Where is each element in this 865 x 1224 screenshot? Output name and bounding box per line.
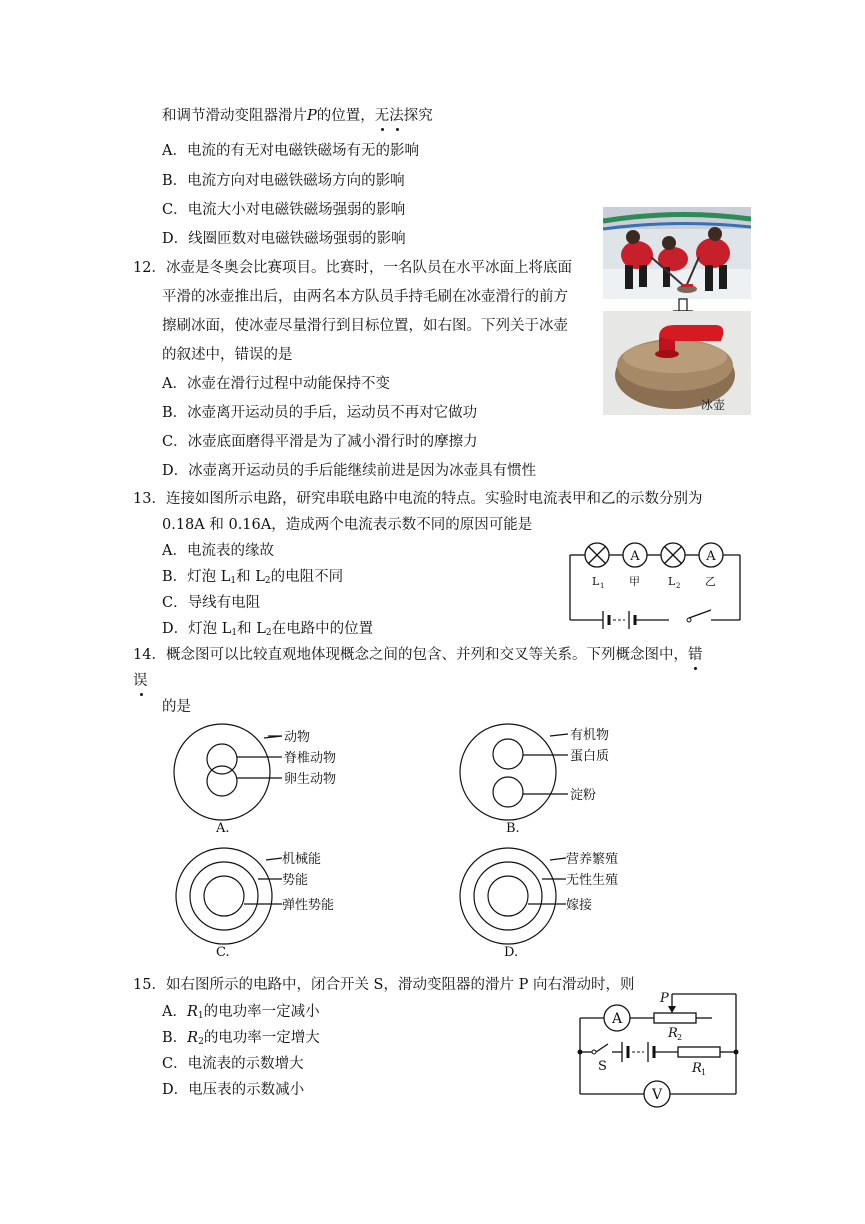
emphasis-char: 误 <box>133 673 148 689</box>
q12-stem-line4: 的叙述中，错误的是 <box>162 347 293 363</box>
voltmeter-icon <box>644 1081 670 1107</box>
q13-stem-line2: 0.18A 和 0.16A，造成两个电流表示数不同的原因可能是 <box>162 517 533 533</box>
concept-diagram-d <box>458 844 648 962</box>
q15-option-a: A．$R_1$的电功率一定减小 <box>162 1004 320 1021</box>
label-p: P <box>660 991 669 1006</box>
q13-option-a: A．电流表的缘故 <box>162 543 274 559</box>
concept-diagram-b <box>458 720 648 838</box>
label-starch: 淀粉 <box>570 788 597 803</box>
q14-stem-line1: 14．概念图可以比较直观地体现概念之间的包含、并列和交叉等关系。下列概念图中，错 <box>133 647 703 663</box>
label-oviparous: 卵生动物 <box>284 772 337 787</box>
label-r1: R <box>692 1061 702 1076</box>
diagram-letter-a: A. <box>216 821 230 836</box>
switch-icon <box>687 618 691 622</box>
resistor-r2-icon <box>654 1013 696 1023</box>
label-organic: 有机物 <box>570 728 610 743</box>
svg-text:A: A <box>630 549 640 564</box>
lamp-l1-icon <box>585 543 609 567</box>
label-grafting: 嫁接 <box>566 898 593 913</box>
ammeter-jia-icon <box>623 543 647 567</box>
label-animal: 动物 <box>284 730 311 745</box>
label-l1: L <box>592 575 600 588</box>
q11-option-a: A．电流的有无对电磁铁磁场有无的影响 <box>162 143 419 159</box>
q15-option-b: B．$R_2$的电功率一定增大 <box>162 1030 320 1047</box>
q12-stem-line2: 平滑的冰壶推出后，由两名本方队员手持毛刷在冰壶滑行的前方 <box>162 289 568 305</box>
ammeter-icon <box>604 1005 630 1031</box>
label-protein: 蛋白质 <box>570 749 610 764</box>
resistor-r1-icon <box>678 1047 720 1057</box>
q12-option-b: B．冰壶离开运动员的手后，运动员不再对它做功 <box>162 405 478 421</box>
svg-text:A: A <box>611 1011 623 1027</box>
q11-continuation: 和调节滑动变阻器滑片P的位置，无法探究 <box>162 108 433 124</box>
q13-option-c: C．导线有电阻 <box>162 595 261 611</box>
q12-stem-line3: 擦刷冰面，使冰壶尽量滑行到目标位置，如右图。下列关于冰壶 <box>162 318 568 334</box>
q15-option-d: D．电压表的示数减小 <box>162 1082 305 1098</box>
label-mechanical-energy: 机械能 <box>282 852 322 867</box>
emphasis-char: 无 <box>374 108 390 124</box>
svg-text:2: 2 <box>677 1033 683 1042</box>
label-r2: R <box>668 1026 678 1041</box>
junction-dot <box>578 1050 583 1055</box>
label-elastic-potential: 弹性势能 <box>282 898 335 913</box>
emphasis-char: 错 <box>687 647 703 663</box>
q13-option-d: D．灯泡 $L_1$和 $L_2$在电路中的位置 <box>162 621 374 638</box>
emphasis-char: 法 <box>389 108 404 124</box>
q12-option-a: A．冰壶在滑行过程中动能保持不变 <box>162 376 390 392</box>
label-jia: 甲 <box>629 575 640 588</box>
svg-text:2: 2 <box>676 582 681 590</box>
q13-option-b: B．灯泡 $L_1$和 $L_2$的电阻不同 <box>162 569 344 586</box>
label-s: S <box>598 1059 607 1074</box>
ammeter-yi-icon <box>699 543 723 567</box>
battery-icon <box>603 611 635 629</box>
q14-stem-line2 <box>133 671 148 691</box>
curling-stone-photo <box>603 311 751 415</box>
label-asexual: 无性生殖 <box>566 873 619 888</box>
q15-option-c: C．电流表的示数增大 <box>162 1056 304 1072</box>
concept-diagram-c <box>170 844 360 962</box>
label-vegetative: 营养繁殖 <box>566 852 619 867</box>
diagram-letter-c: C. <box>216 945 230 960</box>
photo-caption: 冰壶 <box>701 398 726 412</box>
curling-sweeping-photo <box>603 207 751 299</box>
q13-stem-line1: 13．连接如图所示电路，研究串联电路中电流的特点。实验时电流表甲和乙的示数分别为 <box>133 491 703 507</box>
battery-icon <box>622 1042 654 1062</box>
series-circuit-diagram <box>565 536 745 638</box>
q12-stem-line1: 12．冰壶是冬奥会比赛项目。比赛时，一名队员在水平冰面上将底面 <box>133 260 572 276</box>
q12-option-d: D．冰壶离开运动员的手后能继续前进是因为冰壶具有惯性 <box>162 463 537 479</box>
q11-option-d: D．线圈匝数对电磁铁磁场强弱的影响 <box>162 231 406 247</box>
label-potential-energy: 势能 <box>282 873 309 888</box>
svg-text:A: A <box>706 549 716 564</box>
svg-text:1: 1 <box>701 1068 707 1077</box>
curling-figure <box>603 207 751 415</box>
q11-option-c: C．电流大小对电磁铁磁场强弱的影响 <box>162 202 406 218</box>
rheostat-circuit-diagram <box>572 986 748 1112</box>
diagram-letter-d: D. <box>504 945 519 960</box>
label-l2: L <box>668 575 676 588</box>
slider-arrow-icon <box>668 1006 676 1013</box>
q14-stem-line3: 的是 <box>162 699 191 715</box>
concept-diagram-a <box>170 720 360 838</box>
lamp-l2-icon <box>661 543 685 567</box>
junction-dot <box>734 1050 739 1055</box>
switch-s-icon <box>592 1050 596 1054</box>
q11-option-b: B．电流方向对电磁铁磁场方向的影响 <box>162 173 405 189</box>
label-yi: 乙 <box>705 575 716 588</box>
svg-text:1: 1 <box>600 582 605 590</box>
q15-stem: 15．如右图所示的电路中，闭合开关 S，滑动变阻器的滑片 P 向右滑动时，则 <box>133 977 635 993</box>
diagram-letter-b: B. <box>506 821 520 836</box>
svg-text:V: V <box>651 1087 663 1103</box>
label-vertebrate: 脊椎动物 <box>284 751 337 766</box>
q12-option-c: C．冰壶底面磨得平滑是为了减小滑行时的摩擦力 <box>162 434 478 450</box>
